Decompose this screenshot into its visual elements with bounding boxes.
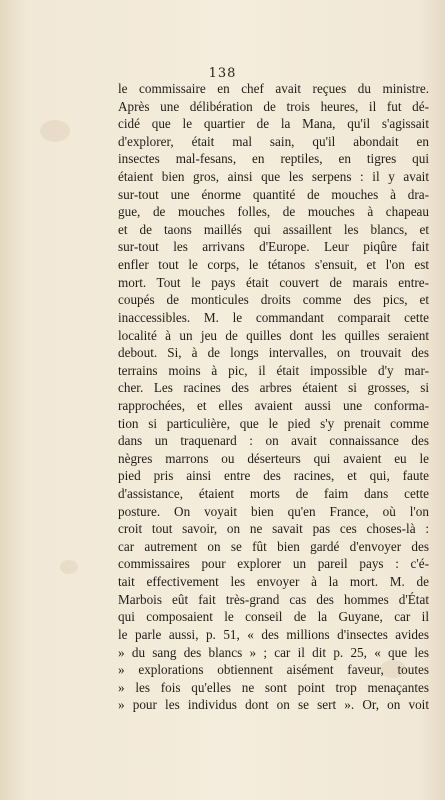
text-line: tait effectivement les envoyer à la mort. M. de bbox=[118, 574, 429, 590]
text-line: mort. Tout le pays était couvert de marais entre- bbox=[118, 274, 429, 290]
text-line: posture. On voyait bien qu'en France, où l'on bbox=[118, 503, 429, 519]
text-line: le parle aussi, p. 51, « des millions d'insectes avides bbox=[118, 626, 429, 642]
text-line: enfler tout le corps, le tétanos s'ensuit, et l'on est bbox=[118, 257, 429, 273]
text-line: cher. Les racines des arbres étaient si grosses, si bbox=[118, 380, 429, 396]
text-line: » explorations obtiennent aisément faveur, toutes bbox=[118, 662, 429, 678]
text-line: gue, de mouches folles, de mouches à chapeau bbox=[118, 204, 429, 220]
text-line: Marbois eût fait très-grand cas des hommes d'État bbox=[118, 591, 429, 607]
text-line: » du sang des blancs » ; car il dit p. 25, « que les bbox=[118, 644, 429, 660]
text-line: insectes mal-fesans, en reptiles, en tigres qui bbox=[118, 151, 429, 167]
text-line: tion si particulière, que le pied s'y prenait comme bbox=[118, 415, 429, 431]
text-line: inaccessibles. M. le commandant comparait cette bbox=[118, 309, 429, 325]
text-line: » les fois qu'elles ne sont point trop menaçantes bbox=[118, 679, 429, 695]
body-text bbox=[118, 80, 429, 714]
text-line: car autrement on se fût bien gardé d'envoyer des bbox=[118, 538, 429, 554]
text-line: d'assistance, étaient morts de faim dans cette bbox=[118, 486, 429, 502]
text-line: qui composaient le conseil de la Guyane, car il bbox=[118, 609, 429, 625]
text-line: Après une délibération de trois heures, il fut dé- bbox=[118, 98, 429, 114]
text-line: et de taons maillés qui assaillent les blancs, et bbox=[118, 221, 429, 237]
paper-stain bbox=[40, 120, 70, 142]
text-line: cidé que le quartier de la Mana, qu'il s'agissait bbox=[118, 116, 429, 132]
text-line: d'explorer, était mal sain, qu'il abondait en bbox=[118, 133, 429, 149]
text-line: sur-tout les arrivans d'Europe. Leur piqûre fait bbox=[118, 239, 429, 255]
text-line: le commissaire en chef avait reçues du ministre. bbox=[118, 81, 429, 96]
text-line: croit tout savoir, on ne savait pas ces choses-là : bbox=[118, 521, 429, 537]
text-line: localité à un jeu de quilles dont les quilles seraient bbox=[118, 327, 429, 343]
page-number: 138 bbox=[208, 66, 237, 81]
text-line: terrains moins à pic, il était impossible d'y mar- bbox=[118, 362, 429, 378]
text-line: sur-tout une énorme quantité de mouches à dra- bbox=[118, 186, 429, 202]
text-line: pied pris ainsi entre des racines, et qui, faute bbox=[118, 468, 429, 484]
text-line: coupés de monticules droits comme des pics, et bbox=[118, 292, 429, 308]
text-line: debout. Si, à de longs intervalles, on trouvait des bbox=[118, 345, 429, 361]
text-line: nègres marrons ou déserteurs qui avaient eu le bbox=[118, 450, 429, 466]
text-line: commissaires pour explorer un pareil pays : c'é- bbox=[118, 556, 429, 572]
text-line: étaient bien gros, ainsi que les serpens : il y avait bbox=[118, 169, 429, 185]
paper-stain bbox=[60, 560, 78, 574]
text-line: » pour les individus dont on se sert ». Or, on voit bbox=[118, 697, 429, 713]
text-line: dans un traquenard : on avait connaissance des bbox=[118, 433, 429, 449]
text-line: rapprochées, et elles avaient aussi une conforma- bbox=[118, 397, 429, 413]
